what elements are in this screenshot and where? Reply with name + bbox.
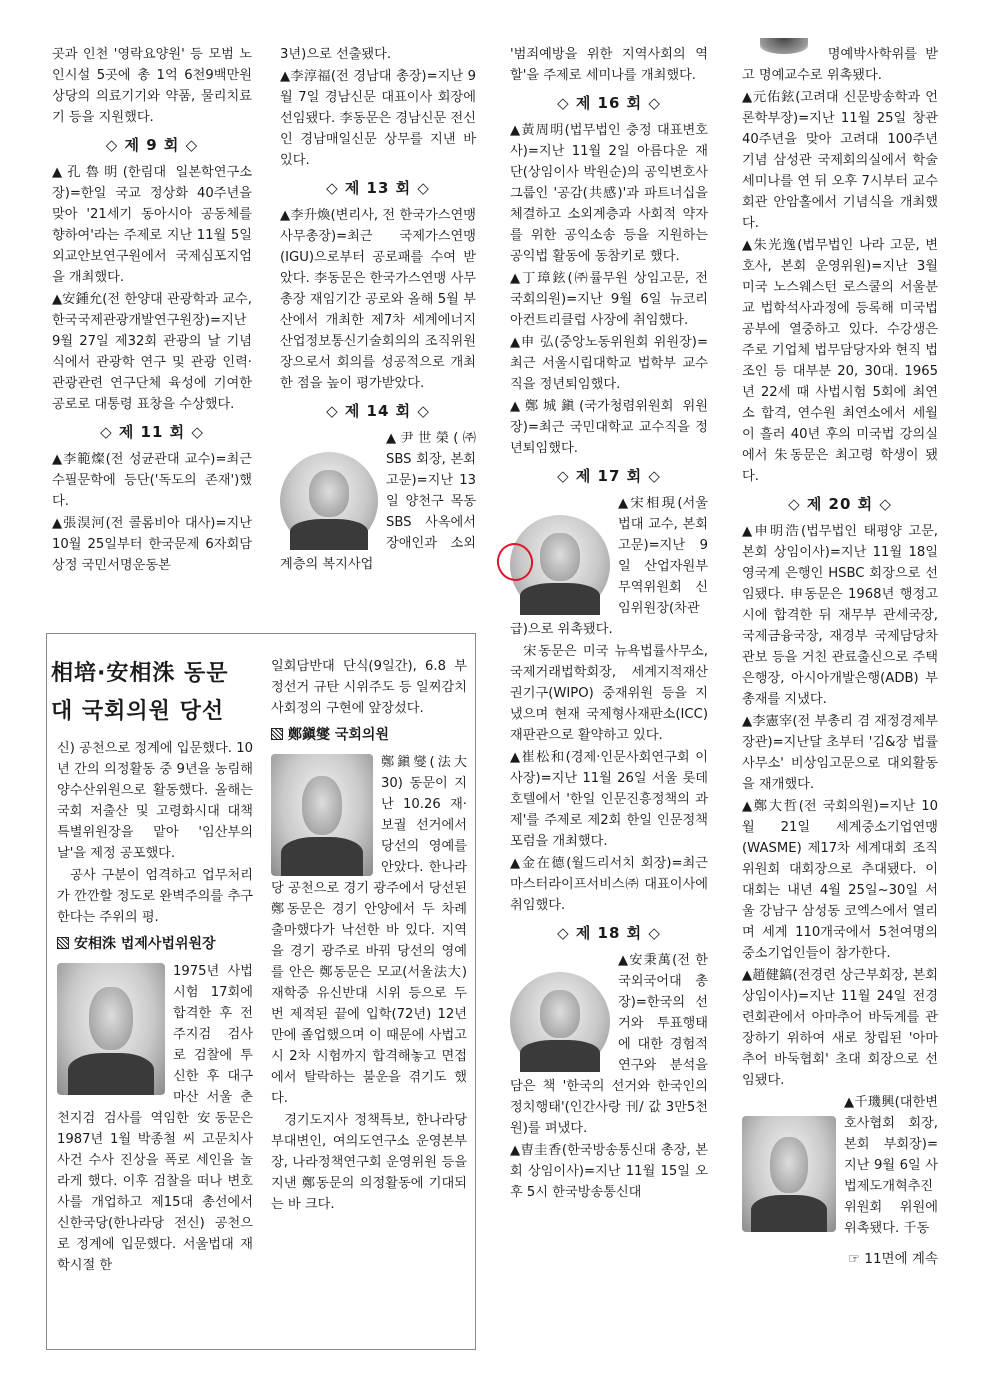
paragraph: ▲李升煥(변리사, 전 한국가스연맹 사무총장)=최근 국제가스연맹(IGU)으로부터 공로패를 수여 받았다. 李동문은 한국가스연맹 사무총장 재임기간 공로와 올해 5월 부산에서 개최한 제7차 세계에너지산업정보통신기술회의의 조직위원장으로서 회의를 성공적으로 개최한 점을 높이 평가받았다.	[280, 208, 476, 391]
portrait-photo	[57, 963, 165, 1095]
paragraph: ▲朱光逸(법무법인 나라 고문, 변호사, 본회 운영위원)=지난 3월 미국 노스웨스턴 로스쿨의 서울분교 법학석사과정에 등록해 미국법 공부에 열중하고 있다. 수강생은 주로 기업체 법무담당자와 현직 법조인 등 대부분 20, 30대. 1965년 22세 때 사법시험 5회에 최연소 합격, 연수원 최연소에서 세월이 흘러 40년 후의 미국법 강의실에서 朱동문은 최고령 학생이 됐다.	[742, 238, 938, 484]
paragraph: ▲崔松和(경제·인문사회연구회 이사장)=지난 11월 26일 서울 롯데호텔에서 '한일 인문진흥정책의 과제'를 주제로 제2회 한일 인문정책포럼을 개최했다.	[510, 750, 708, 849]
paragraph: ▲安鍾允(전 한양대 관광학과 교수, 한국국제관광개발연구원장)=지난 9월 27일 제32회 관광의 날 기념식에서 관광학 연구 및 관광 인력·관광관련 연구단체 육성에 기여한 공로로 대통령 표창을 수상했다.	[52, 292, 252, 412]
paragraph: ▲丁璋鉉(㈜률무원 상임고문, 전 국회의원)=지난 9월 6일 뉴코리아컨트리클럽 사장에 취임했다.	[510, 271, 708, 328]
subheading-jung: 鄭鎭燮 국회의원	[271, 725, 467, 746]
paragraph: '범죄예방을 위한 지역사회의 역할'을 주제로 세미나를 개최했다.	[510, 47, 708, 83]
portrait-photo	[742, 1116, 836, 1232]
paragraph: 宋동문은 미국 뉴욕법률사무소, 국제거래법학회장, 세계지적재산권기구(WIPO) 중재위원 등을 지냈으며 현재 국제형사재판소(ICC) 재판관으로 활약하고 있다.	[510, 644, 708, 743]
paragraph: ▲李範燦(전 성균관대 교수)=최근 수필문학에 등단('독도의 존재')했다.	[52, 452, 252, 509]
section-heading-18: ◇ 제 18 회 ◇	[557, 924, 661, 942]
paragraph: ▲張淏河(전 콜롬비아 대사)=지난 10월 25일부터 한국문제 6자회담 상정 국민서명운동본	[52, 516, 252, 573]
paragraph: ▲李淳福(전 경남대 총장)=지난 9월 7일 경남신문 대표이사 회장에 선임됐다. 李동문은 경남신문 전신인 경남매일신문 상무를 지낸 바 있다.	[280, 69, 476, 168]
article-headline-line1: 相培·安相洙 동문	[51, 661, 229, 686]
subheading-ahn: 安相洙 법제사법위원장	[57, 934, 253, 955]
paragraph: 일회담반대 단식(9일간), 6.8 부정선거 규탄 시위주도 등 일찌감치 사회정의 구현에 앞장섰다.	[271, 659, 467, 716]
paragraph: ▲申明浩(법무법인 태평양 고문, 본회 상임이사)=지난 11월 18일 영국계 은행인 HSBC 회장으로 선임됐다. 申동문은 1968년 행정고시에 합격한 뒤 재무부 관세국장, 국제금융국장, 재경부 국제담당차관보 등을 거친 관료출신으로 주택은행장, 아시아개발은행(ADB) 부총재를 지냈다.	[742, 524, 938, 707]
paragraph: 3년)으로 선출됐다.	[280, 47, 392, 62]
paragraph: ▲安秉萬(전 한국외국어대 총장)=한국의 선거와 투표행태에 대한 경험적 연구와 분석을 담은 책 '한국의 선거와 한국인의 정치행태'(인간사랑 刊/ 값 3만5천원)를 펴냈다.	[510, 953, 708, 1136]
box-right-column	[271, 656, 467, 1338]
column-1	[52, 44, 252, 624]
paragraph: 鄭鎭燮(法大30) 동문이 지난 10.26 재·보궐 선거에서 당선의 영예를 안았다. 한나라당 공천으로 경기 광주에서 당선된 鄭동문은 경기 안양에서 두 차례 출마했다가 낙선한 바 있다. 지역을 경기 광주로 바꿔 당선의 영예를 안은 鄭동문은 모교(서울法大) 재학중 유신반대 시위 등으로 두 번 제적된 끝에 입학(72년) 12년 만에 졸업했으며 이 때문에 사법고시 2차 시험까지 합격해놓고 면접에서 탈락하는 불운을 겪기도 했다.	[271, 755, 467, 1106]
column-2	[280, 44, 476, 614]
paragraph: ▲曺圭香(한국방송통신대 총장, 본회 상임이사)=지난 11월 15일 오후 5시 한국방송통신대	[510, 1143, 708, 1200]
section-heading-16: ◇ 제 16 회 ◇	[557, 94, 661, 112]
paragraph: 명예박사학위를 받고 명예교수로 위촉됐다.	[742, 47, 938, 83]
paragraph: ▲黃周明(법무법인 충정 대표변호사)=지난 11월 2일 아름다운 재단(상임이사 박원순)의 공익변호사 그룹인 '공감(共感)'과 파트너십을 체결하고 소외계층과 사회적 약자를 위한 공익소송 등을 지원하는 공익법 활동에 동참키로 했다.	[510, 123, 708, 264]
paragraph: 곳과 인천 '영락요양원' 등 모범 노인시설 5곳에 총 1억 6천9백만원 상당의 의료기기와 약품, 물리치료기 등을 지원했다.	[52, 47, 252, 125]
continued-note: ☞ 11면에 계속	[847, 1251, 938, 1267]
paragraph: ▲金在德(월드리서치 회장)=최근 마스터라이프서비스㈜ 대표이사에 취임했다.	[510, 856, 708, 913]
paragraph: ▲孔魯明(한림대 일본학연구소장)=한일 국교 정상화 40주년을 맞아 '21세기 동아시아 공동체를 향하여'라는 주제로 지난 11월 5일 외교안보연구원에서 국제심포지엄을 개최했다.	[52, 165, 252, 285]
paragraph: ▲申 弘(중앙노동위원회 위원장)=최근 서울시립대학교 법학부 교수직을 정년퇴임했다.	[510, 335, 708, 392]
section-heading-14: ◇ 제 14 회 ◇	[326, 402, 430, 420]
column-4	[742, 44, 938, 1354]
section-heading-11: ◇ 제 11 회 ◇	[100, 423, 204, 441]
section-heading-20: ◇ 제 20 회 ◇	[788, 495, 892, 513]
square-bullet-icon	[57, 937, 69, 949]
paragraph: ▲千璣興(대한변호사협회 회장, 본회 부회장)=지난 9월 6일 사법제도개혁추진위원회 위원에 위촉됐다. 千동	[844, 1095, 938, 1236]
paragraph: 공사 구분이 엄격하고 업무처리가 깐깐할 정도로 완벽주의를 추구한다는 주위의 평.	[57, 868, 253, 925]
paragraph: ▲宋相現(서울법대 교수, 본회 고문)=지난 9일 산업자원부 무역위원회 신임위원장(차관급)으로 위촉됐다.	[510, 496, 708, 637]
article-headline-line2: 대 국회의원 당선	[51, 699, 225, 724]
section-heading-17: ◇ 제 17 회 ◇	[557, 467, 661, 485]
paragraph: ▲李憲宰(전 부총리 겸 재정경제부 장관)=지난달 초부터 '김&장 법률사무소' 비상임고문으로 대외활동을 재개했다.	[742, 714, 938, 792]
square-bullet-icon	[271, 728, 283, 740]
portrait-photo	[280, 452, 378, 550]
portrait-photo	[271, 754, 373, 876]
column-3	[510, 44, 708, 1354]
paragraph: 1975년 사법시험 17회에 합격한 후 전주지검 검사로 검찰에 투신한 후 대구 마산 서울 춘천지검 검사를 역임한 安동문은 1987년 1월 박종철 씨 고문치사사건 수사 진상을 폭로 세인을 놀라게 했다. 이후 검찰을 떠나 변호사를 개업하고 제15대 총선에서 신한국당(한나라당 전신) 공천으로 정계에 입문했다. 서울법대 재학시절 한	[57, 964, 253, 1273]
paragraph: ▲元佑鉉(고려대 신문방송학과 언론학부장)=지난 11월 25일 창관 40주년을 맞아 고려대 100주년 기념 삼성관 국제회의실에서 학술세미나를 연 뒤 오후 7시부터 교수회관 안암홀에서 기념식을 개최했다.	[742, 90, 938, 231]
paragraph: ▲鄭大哲(전 국회의원)=지난 10월 21일 세계중소기업연맹(WASME) 제17차 세계대회 조직위원회 대회장으로 추대됐다. 이 대회는 내년 4월 25일~30일 서울 강남구 삼성동 코엑스에서 열리며 세계 110개국에서 5천여명의 중소기업인들이 참가한다.	[742, 799, 938, 961]
paragraph: 신) 공천으로 정계에 입문했다. 10년 간의 의정활동 중 9년을 농림해양수산위원으로 활동했다. 올해는 국회 저출산 및 고령화시대 대책 특별위원장을 맡아 '임산부의 날'을 제정 공포했다.	[57, 741, 253, 861]
box-left-column	[57, 738, 253, 1338]
section-heading-9: ◇ 제 9 회 ◇	[105, 136, 199, 154]
paragraph: 경기도지사 정책특보, 한나라당 부대변인, 여의도연구소 운영본부장, 나라정책연구회 운영위원 등을 지낸 鄭동문의 의정활동에 기대되는 바 크다.	[271, 1113, 467, 1212]
section-heading-13: ◇ 제 13 회 ◇	[326, 179, 430, 197]
paragraph: ▲鄭城鎭(국가청렴위원회 위원장)=최근 국민대학교 교수직을 정년퇴임했다.	[510, 399, 708, 456]
paragraph: ▲尹世榮(㈜SBS 회장, 본회 고문)=지난 13일 양천구 목동 SBS 사옥에서 장애인과 소외계층의 복지사업	[280, 431, 476, 572]
paragraph: ▲趙健鎬(전경련 상근부회장, 본회 상임이사)=지난 11월 24일 전경련회관에서 아마추어 바둑계를 관장하기 위하여 새로 창립된 '아마추어 바둑협회' 초대 회장으로 선임됐다.	[742, 968, 938, 1088]
election-article-box	[46, 633, 476, 1350]
portrait-photo	[510, 972, 610, 1072]
